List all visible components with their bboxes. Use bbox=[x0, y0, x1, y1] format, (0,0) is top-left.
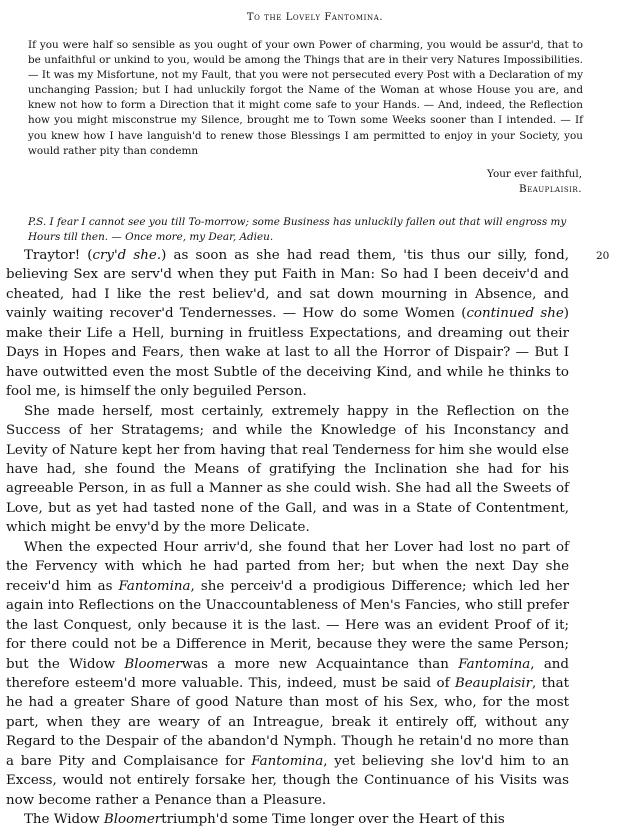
text-run: When the expected Hour arriv'd, she found that her Lover had lost no part of the Fervency with which he had parted from her; but when the next Day she receiv'd him as bbox=[6, 539, 569, 594]
italic-run: Fantomina bbox=[118, 578, 191, 594]
letter-signoff bbox=[487, 167, 582, 197]
italic-run: cry'd she bbox=[92, 248, 157, 263]
italic-run: Bloomer bbox=[103, 812, 162, 828]
text-run: triumph'd some Time longer over the Heart of this bbox=[161, 812, 505, 828]
line-number: 20 bbox=[596, 250, 610, 262]
italic-run: Beauplaisir bbox=[454, 675, 532, 691]
letter-postscript: P.S. I fear I cannot see you till To-morrow; some Business has unluckily fallen out that will engross my Hours till then. — Once more, my Dear, Adieu. bbox=[28, 216, 567, 244]
text-run: , that he had a greater Share of good Nature than most of his Sex, who, for the most part, when they are weary of an Intreague, break it entirely off, without any Regard to the Despair of the abandon'd Nymph. Though he retain'd no more than a bare Pity and Complaisance for bbox=[6, 675, 569, 769]
italic-run: continued she bbox=[466, 306, 564, 322]
main-text bbox=[6, 246, 569, 830]
italic-run: Fantomina bbox=[458, 656, 531, 672]
text-run: was a more new Acquaintance than bbox=[181, 656, 459, 672]
letter-heading: To the Lovely Fantomina. bbox=[246, 12, 384, 23]
text-run: Traytor! ( bbox=[24, 248, 93, 263]
letter-signature: Beauplaisir. bbox=[518, 183, 582, 195]
text-run: , she perceiv'd a prodigious Difference; which led her again into Reflections on the Unaccountableness of Men's Fancies, who still prefer the last Conquest, only because it is the last. — Here was an evident Proof of it; for there could not be a Difference in Merit, because they were the same Person; but the Widow bbox=[6, 578, 569, 672]
text-run: , and therefore esteem'd more valuable. This, indeed, must be said of bbox=[6, 656, 570, 691]
letter-closing: Your ever faithful, bbox=[486, 168, 582, 180]
letter-body: If you were half so sensible as you ought of your own Power of charming, you would be assur'd, that to be unfaithful or unkind to you, would be among the Things that are in their very Natures Impossibilities. — It was my Misfortune, not my Fault, that you were not persecuted every Post with a Declaration of my unchanging Passion; but I had unluckily forgot the Name of the Woman at whose House you are, and knew not how to form a Direction that it might come safe to your Hands. — And, indeed, the Reflection how you might misconstrue my Silence, brought me to Town some Weeks sooner than I intended. — If you knew how I have languish'd to renew those Blessings I am permitted to enjoy in your Society, you would rather pity than condemn bbox=[28, 39, 583, 157]
paragraph-2: She made herself, most certainly, extremely happy in the Reflection on the Success of her Stratagems; and while the Knowledge of his Inconstancy and Levity of Nature kept her from having that real Tenderness for him she would else have had, she found the Means of gratifying the Inclination she had for his agreeable Person, in as full a Manner as she could wish. She had all the Sweets of Love, but as yet had tasted none of the Gall, and was in a State of Contentment, which might be envy'd by the more Delicate. bbox=[6, 403, 569, 536]
paragraph-4 bbox=[6, 810, 569, 829]
text-run: , yet believing she lov'd him to an Excess, would not entirely forsake her, though the Continuance of his Visits was now become rather a Penance than a Pleasure. bbox=[6, 753, 569, 808]
text-run: The Widow bbox=[24, 812, 104, 828]
italic-run: Bloomer bbox=[124, 656, 182, 672]
paragraph-3 bbox=[6, 538, 569, 810]
text-run: ) make their Life a Hell, burning in fruitless Expectations, and dreaming out their Days in Hopes and Fears, then wake at last to all the Horror of Dispair? — But I have outwitted even the most Subtle of the deceiving Kind, and while he thinks to fool me, is himself the only beguiled Person. bbox=[6, 306, 569, 400]
italic-run: Fantomina bbox=[251, 753, 324, 769]
paragraph-1 bbox=[6, 246, 569, 402]
text-run: .) as soon as she had read them, 'tis thus our silly, fond, believing Sex are serv'd when they put Faith in Man: So had I been deceiv'd and cheated, had I like the rest believ'd, and sat down mourning in Absence, and vainly waiting recover'd Tendernesses. — How do some Women ( bbox=[6, 248, 569, 322]
